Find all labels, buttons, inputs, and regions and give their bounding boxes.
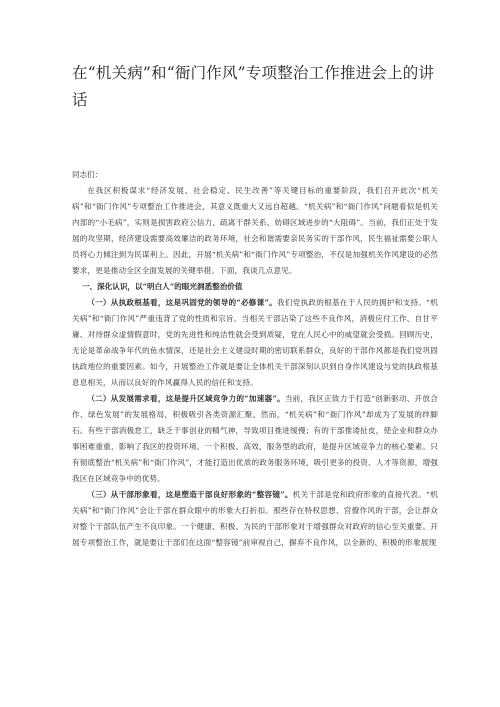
paragraph-lead: （二）从发展需求看，这是提升区域竞争力的“加速器”。 <box>87 394 285 403</box>
body-paragraph <box>72 391 438 487</box>
document-title: 在“机关病”和“衙门作风”专项整治工作推进会上的讲话 <box>72 64 435 109</box>
intro-paragraph: 在我区积极谋求“经济发展、社会稳定、民生改善”等关键目标的重要阶段，我们召开此次“机关病”和“衙门作风”专项整治工作推进会，其意义既重大又远自超越。“机关病”和“衙门作风”问题看似是机关内部的“小毛病”，实则是损害政府公信力、疏离干群关系、妨碍区域进步的“大阻碍”。当前，我们正处于发展的攻坚期，经济建设需要高效廉洁的政务环境，社会和谐需要亲民务实的干部作风，民生福祉需要公职人员将心力倾注到为民谋利上。因此，开展“机关病”和“衙门作风”专项整治，不仅是加强机关作风建设的必然要求，更是推动全区全面发展的关键举措。下面，我谈几点意见。 <box>72 186 438 275</box>
paragraph-body: 当前，我区正致力于打造“创新驱动、开放合作、绿色发展”的发展格局，积极吸引各类资源汇聚。然而，“机关病”和“衙门作风”却成为了发展的绊脚石。有些干部消极怠工，缺乏干事创业的精气神，导致项目推进缓慢；有的干部推诿扯皮，使企业和群众办事困难重重，影响了我区的投资环境。一个积极、高效、服务型的政府，是提升区域竞争力的核心要素。只有彻底整治“机关病”和“衙门作风”，才能打造出优质的政务服务环境，吸引更多的投资、人才等资源，增强我区在区域竞争中的优势。 <box>72 394 438 483</box>
section-heading: 一、深化认识，以“明白人”的眼光洞悉整治价值 <box>81 282 243 291</box>
paragraph-lead: （一）从执政根基看，这是巩固党的领导的“必修课”。 <box>87 298 277 307</box>
body-paragraph <box>72 487 438 551</box>
salutation: 同志们： <box>72 170 103 179</box>
paragraph-body: 我们党执政的根基在于人民的拥护和支持。“机关病”和“衙门作风”严重违背了党的性质和宗旨。当相关干部沾染了这些不良作风，消极应付工作、自甘平庸、对待群众虚情假意时，党的先进性和纯洁性就会受到质疑，党在人民心中的威望就会受损。回顾历史，无论是革命战争年代的鱼水情深，还是社会主义建设时期的密切联系群众，良好的干部作风都是我们党巩固执政地位的重要因素。如今，开展整治工作就是要让全体机关干部深刻认识到自身作风建设与党的执政根基息息相关，从而以良好的作风赢得人民的信任和支持。 <box>72 298 439 387</box>
paragraph-body: 机关干部是党和政府形象的直接代表。“机关病”和“衙门作风”会让干部在群众眼中的形象大打折扣。那些存在特权思想、官僚作风的干部，会让群众对整个干部队伍产生不良印象。一个健康、积极、为民的干部形象对于增强群众对政府的信心至关重要。开展专项整治工作，就是要让干部们在这面“整容镜”前审视自己，摒弃不良作风，以全新的、积极的形象展现 <box>72 490 438 547</box>
paragraph-lead: （三）从干部形象看，这是塑造干部良好形象的“整容镜”。 <box>87 490 293 499</box>
body-paragraph <box>72 295 438 391</box>
